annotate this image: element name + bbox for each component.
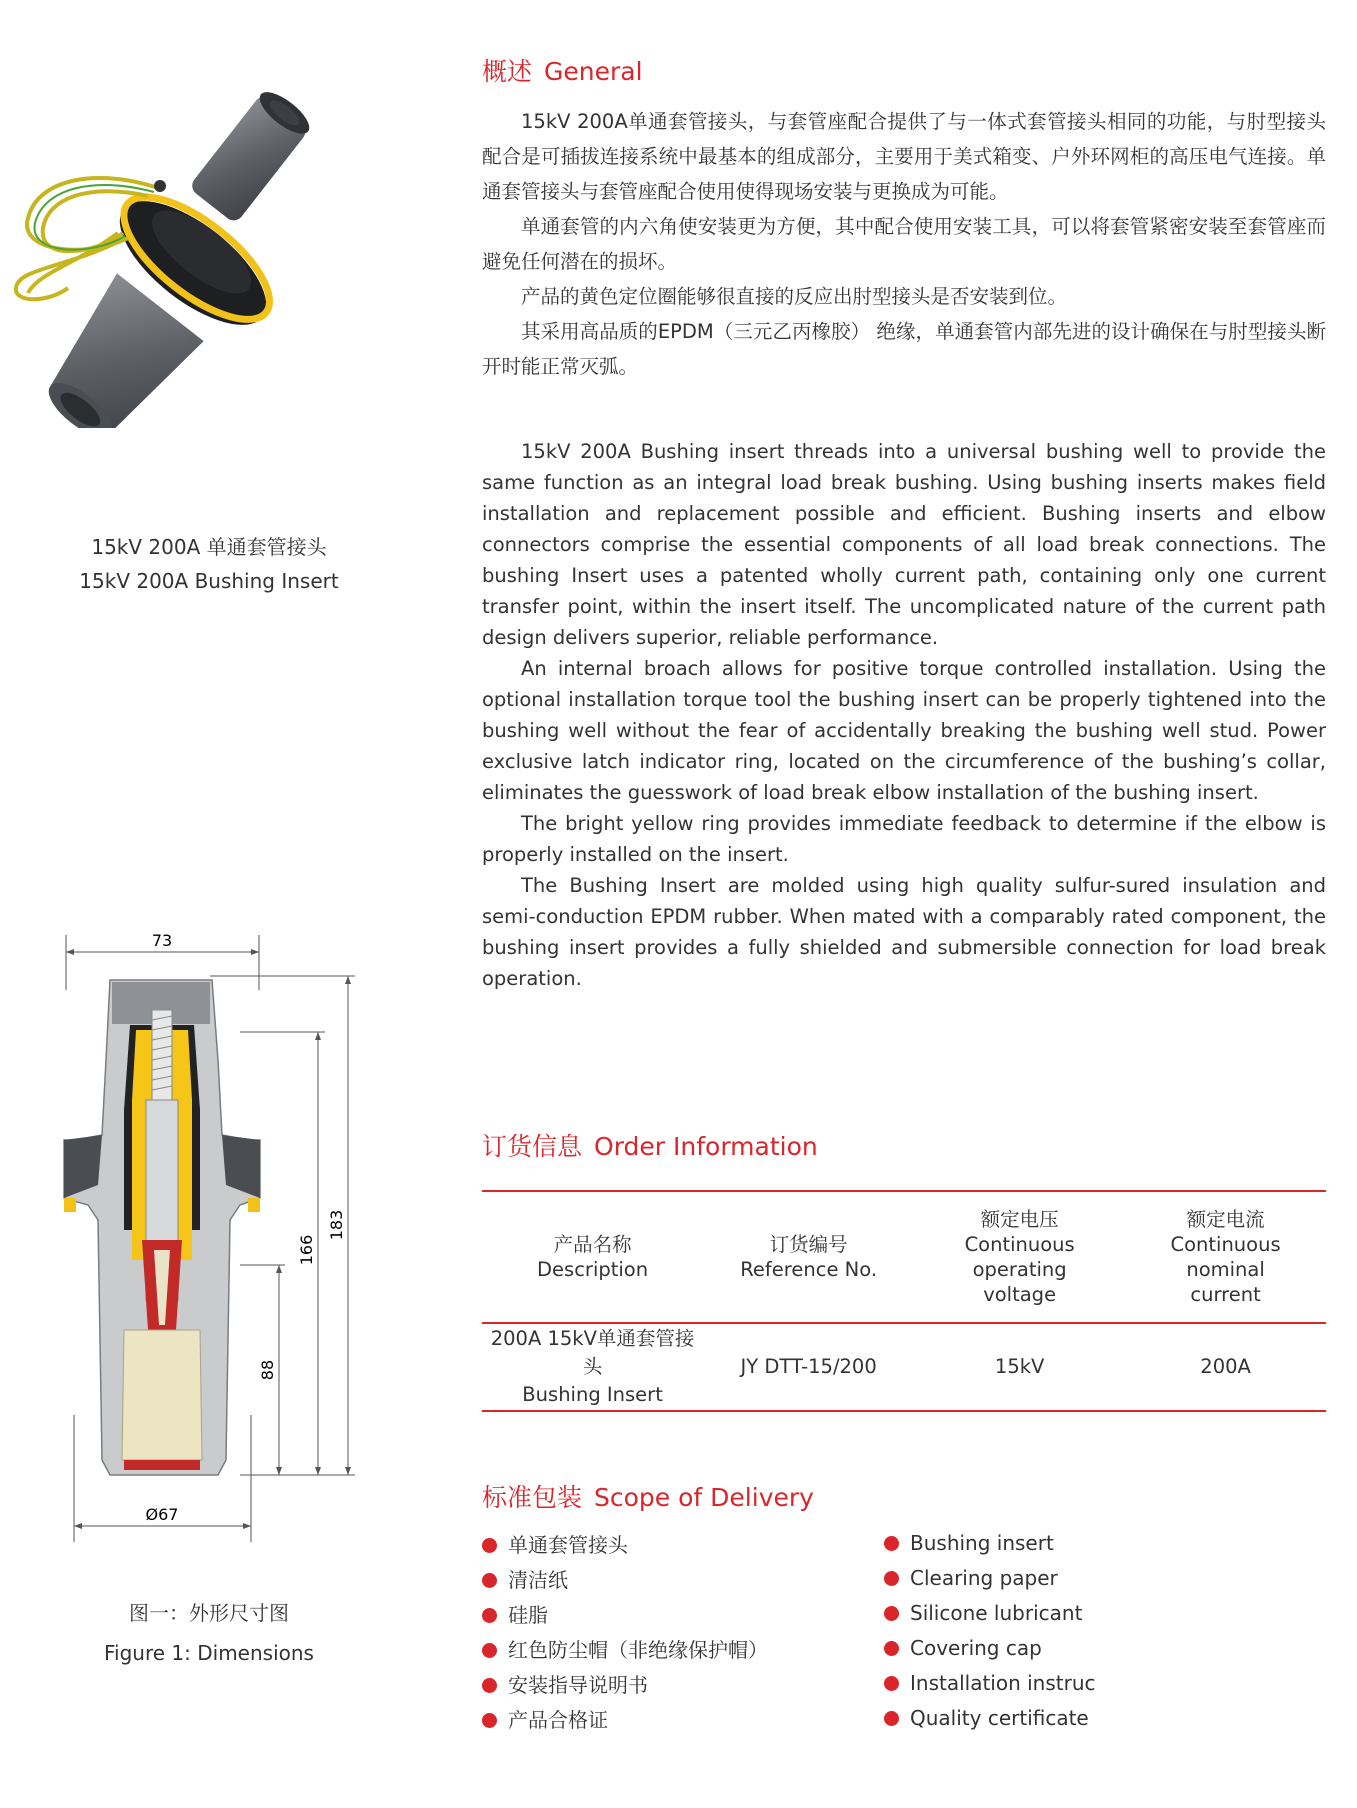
list-item-label: Quality certificate bbox=[910, 1706, 1089, 1730]
bullet-icon bbox=[482, 1538, 497, 1553]
figure-caption-cn: 图一：外形尺寸图 bbox=[129, 1601, 289, 1625]
order-heading-cn: 订货信息 bbox=[482, 1132, 583, 1161]
list-item bbox=[482, 1633, 768, 1668]
column-header-cn: 额定电流 bbox=[1186, 1208, 1265, 1231]
list-item-label: Clearing paper bbox=[910, 1566, 1058, 1590]
column-header-cn: 订货编号 bbox=[769, 1233, 848, 1256]
product-caption-cn: 15kV 200A 单通套管接头 bbox=[91, 535, 327, 559]
column-header-en: Continuous nominal current bbox=[1170, 1233, 1281, 1306]
list-item bbox=[482, 1668, 768, 1703]
cell-current: 200A bbox=[1125, 1323, 1326, 1411]
order-heading-en: Order Information bbox=[594, 1132, 818, 1161]
list-item-label: Bushing insert bbox=[910, 1531, 1054, 1555]
dim-height-mid: 166 bbox=[297, 1234, 316, 1266]
general-cn-paragraph: 产品的黄色定位圈能够很直接的反应出肘型接头是否安装到位。 bbox=[521, 285, 1068, 308]
cell-voltage: 15kV bbox=[914, 1323, 1125, 1411]
list-item bbox=[884, 1701, 1096, 1736]
bullet-icon bbox=[884, 1606, 899, 1621]
bullet-icon bbox=[884, 1571, 899, 1586]
general-cn-text bbox=[482, 104, 1326, 384]
bullet-icon bbox=[884, 1536, 899, 1551]
general-cn-paragraph: 单通套管的内六角使安装更为方便，其中配合使用安装工具，可以将套管紧密安装至套管座而避免任何潜在的损坏。 bbox=[482, 215, 1326, 273]
dimension-drawing bbox=[50, 930, 370, 1550]
bullet-icon bbox=[482, 1573, 497, 1588]
order-table bbox=[482, 1190, 1326, 1412]
list-item bbox=[884, 1631, 1096, 1666]
bullet-icon bbox=[482, 1643, 497, 1658]
bullet-icon bbox=[482, 1608, 497, 1623]
general-cn-paragraph: 15kV 200A单通套管接头，与套管座配合提供了与一体式套管接头相同的功能，与肘型接头配合是可插拔连接系统中最基本的组成部分，主要用于美式箱变、户外环网柜的高压电气连接。单通套管接头与套管座配合使用使得现场安装与更换成为可能。 bbox=[482, 110, 1326, 203]
general-en-paragraph: An internal broach allows for positive torque controlled installation. Using the optional installation torque tool the bushing insert can be properly tightened into the bushing well without the fear of accidentally breaking the bushing well stud. Power exclusive latch indicator ring, located on the circumference of the bushing’s collar, eliminates the guesswork of load break elbow installation of the bushing insert. bbox=[482, 657, 1326, 804]
list-item bbox=[482, 1598, 768, 1633]
dim-bottom-dia: Ø67 bbox=[145, 1505, 179, 1524]
product-caption bbox=[40, 530, 378, 598]
list-item-label: Installation instruc bbox=[910, 1671, 1096, 1695]
cell-description bbox=[482, 1323, 703, 1411]
general-heading-cn: 概述 bbox=[482, 57, 533, 86]
general-en-paragraph: The Bushing Insert are molded using high quality sulfur-sured insulation and semi-conduction EPDM rubber. When mated with a comparably rated component, the bushing insert provides a fully shielded and submersible connection for load break operation. bbox=[482, 874, 1326, 990]
column-header-reference bbox=[703, 1191, 914, 1323]
dim-height-total: 183 bbox=[327, 1209, 346, 1241]
list-item bbox=[884, 1666, 1096, 1701]
column-header-description bbox=[482, 1191, 703, 1323]
list-item-label: 单通套管接头 bbox=[508, 1533, 628, 1557]
table-row bbox=[482, 1323, 1326, 1411]
general-heading-en: General bbox=[544, 57, 643, 86]
list-item-label: 清洁纸 bbox=[508, 1568, 568, 1592]
dim-top-width: 73 bbox=[151, 931, 173, 950]
list-item-label: 产品合格证 bbox=[508, 1708, 608, 1732]
column-header-en: Continuous operating voltage bbox=[964, 1233, 1075, 1306]
order-table-header-row bbox=[482, 1191, 1326, 1323]
list-item bbox=[884, 1561, 1096, 1596]
bullet-icon bbox=[884, 1711, 899, 1726]
cell-reference: JY DTT-15/200 bbox=[703, 1323, 914, 1411]
delivery-list-en bbox=[884, 1526, 1096, 1736]
bullet-icon bbox=[884, 1676, 899, 1691]
bullet-icon bbox=[482, 1713, 497, 1728]
general-en-text bbox=[482, 436, 1326, 994]
cell-name-cn: 200A 15kV单通套管接头 bbox=[490, 1327, 695, 1378]
delivery-list-cn bbox=[482, 1528, 768, 1738]
list-item bbox=[482, 1703, 768, 1738]
figure-caption bbox=[40, 1596, 378, 1670]
delivery-heading bbox=[482, 1478, 814, 1514]
list-item-label: Covering cap bbox=[910, 1636, 1042, 1660]
general-heading bbox=[482, 52, 643, 88]
list-item bbox=[482, 1528, 768, 1563]
cell-name-en: Bushing Insert bbox=[522, 1383, 663, 1406]
list-item-label: 硅脂 bbox=[508, 1603, 548, 1627]
general-en-paragraph: 15kV 200A Bushing insert threads into a universal bushing well to provide the same function as an integral load break bushing. Using bushing inserts makes field installation and replacement possible and efficient. Bushing inserts and elbow connectors comprise the essential components of all load break connections. The bushing Insert uses a patented wholly current path, containing only one current transfer point, within the insert itself. The uncomplicated nature of the current path design delivers superior, reliable performance. bbox=[482, 440, 1326, 649]
column-header-voltage bbox=[914, 1191, 1125, 1323]
column-header-en: Description bbox=[537, 1258, 649, 1281]
list-item bbox=[884, 1526, 1096, 1561]
order-heading bbox=[482, 1127, 818, 1163]
figure-caption-en: Figure 1: Dimensions bbox=[104, 1641, 314, 1665]
list-item bbox=[884, 1596, 1096, 1631]
list-item-label: 安装指导说明书 bbox=[508, 1673, 648, 1697]
bullet-icon bbox=[482, 1678, 497, 1693]
delivery-heading-cn: 标准包装 bbox=[482, 1483, 583, 1512]
product-caption-en: 15kV 200A Bushing Insert bbox=[79, 569, 339, 593]
bullet-icon bbox=[884, 1641, 899, 1656]
list-item bbox=[482, 1563, 768, 1598]
dim-height-low: 88 bbox=[258, 1359, 277, 1381]
general-en-paragraph: The bright yellow ring provides immediate feedback to determine if the elbow is properly installed on the insert. bbox=[482, 812, 1326, 866]
list-item-label: Silicone lubricant bbox=[910, 1601, 1083, 1625]
column-header-cn: 产品名称 bbox=[553, 1233, 632, 1256]
list-item-label: 红色防尘帽（非绝缘保护帽） bbox=[508, 1638, 768, 1662]
general-cn-paragraph: 其采用高品质的EPDM（三元乙丙橡胶） 绝缘，单通套管内部先进的设计确保在与肘型接头断开时能正常灭弧。 bbox=[482, 320, 1326, 378]
delivery-heading-en: Scope of Delivery bbox=[594, 1483, 814, 1512]
product-photo bbox=[8, 88, 380, 428]
column-header-en: Reference No. bbox=[740, 1258, 878, 1281]
column-header-cn: 额定电压 bbox=[980, 1208, 1059, 1231]
column-header-current bbox=[1125, 1191, 1326, 1323]
